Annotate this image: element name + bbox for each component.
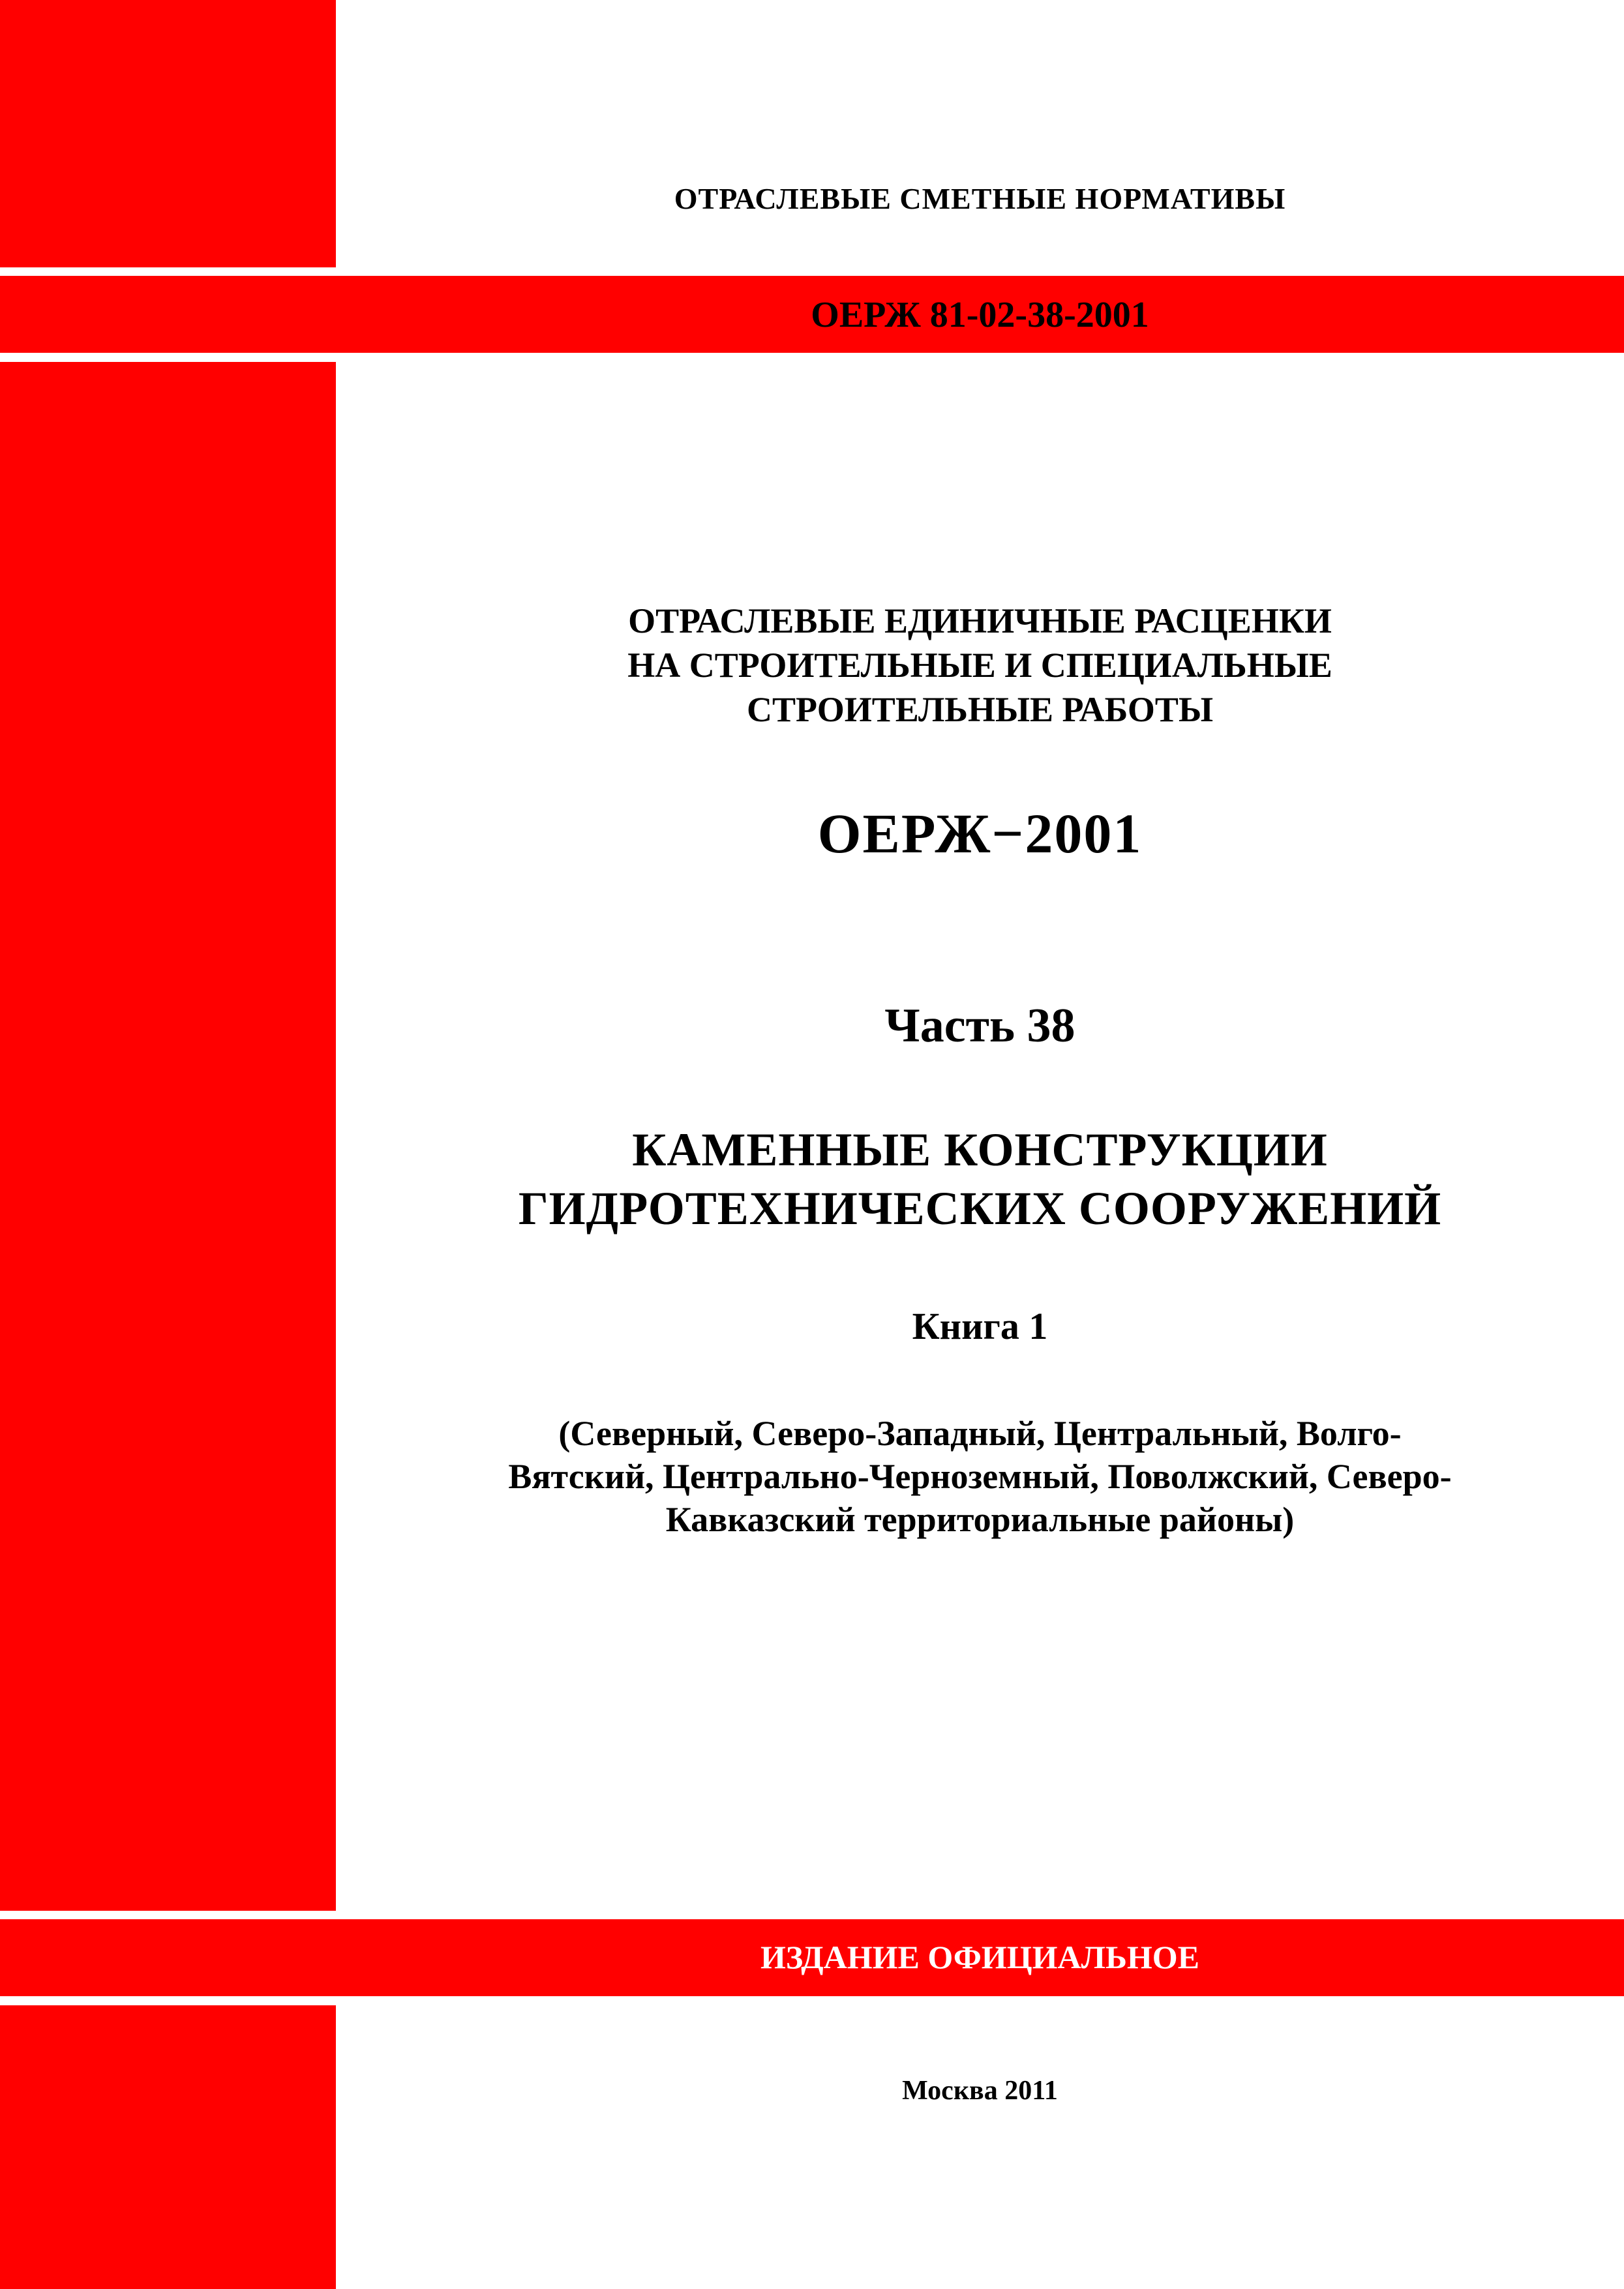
part-title: КАМЕННЫЕ КОНСТРУКЦИИ ГИДРОТЕХНИЧЕСКИХ СООРУЖЕНИЙ: [518, 1124, 1442, 1234]
regions-note: (Северный, Северо-Западный, Центральный, Волго- Вятский, Центрально-Черноземный, Поволжский, Северо- Кавказский территориальные районы): [508, 1414, 1452, 1539]
document-code: ОЕРЖ 81-02-38-2001: [811, 295, 1149, 335]
book-number: Книга 1: [912, 1305, 1048, 1347]
document-abbreviation: ОЕРЖ−2001: [817, 802, 1143, 865]
series-title: ОТРАСЛЕВЫЕ СМЕТНЫЕ НОРМАТИВЫ: [674, 182, 1286, 215]
city-year: Москва 2011: [902, 2076, 1058, 2106]
red-stripe-middle: [0, 362, 336, 1911]
part-number: Часть 38: [884, 999, 1075, 1053]
edition-label: ИЗДАНИЕ ОФИЦИАЛЬНОЕ: [760, 1939, 1200, 1975]
document-heading: ОТРАСЛЕВЫЕ ЕДИНИЧНЫЕ РАСЦЕНКИ НА СТРОИТЕЛЬНЫЕ И СПЕЦИАЛЬНЫЕ СТРОИТЕЛЬНЫЕ РАБОТЫ: [627, 601, 1332, 729]
red-stripe-top: [0, 0, 336, 267]
red-stripe-bottom: [0, 2005, 336, 2289]
